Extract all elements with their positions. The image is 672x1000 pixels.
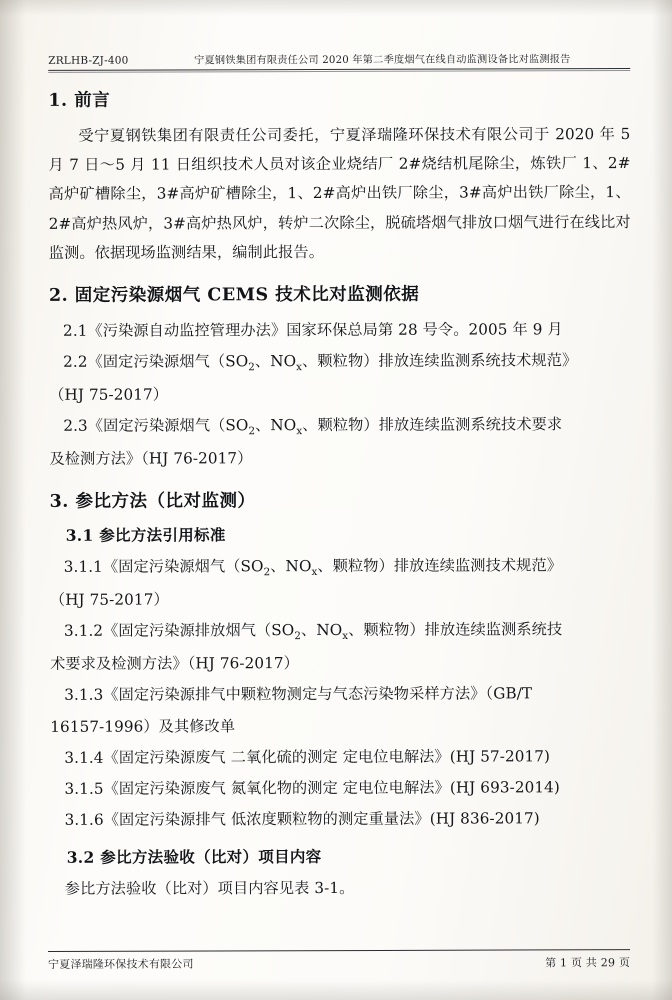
item-3-1-2-continuation: 术要求及检测方法》（HJ 76-2017） [50, 654, 299, 674]
item-2-2-sub-nox: x [296, 361, 303, 374]
scan-edge-shadow-bottom [0, 980, 672, 1000]
running-header [48, 50, 630, 71]
item-2-2-part1: 2.2《固定污染源烟气（SO [63, 352, 249, 371]
item-3-1-1-sub-nox: x [311, 566, 318, 579]
item-2-3-rest: 、颗粒物）排放连续监测系统技术要求 [302, 415, 563, 435]
item-2-3-sub-nox: x [296, 425, 303, 438]
item-2-1: 2.1《污染源自动监控管理办法》国家环保总局第 28 号令。2005 年 9 月 [63, 320, 563, 340]
footer-company: 宁夏泽瑞隆环保技术有限公司 [48, 957, 194, 971]
section-1-heading: 1. 前言 [48, 90, 111, 111]
item-3-1-6: 3.1.6《固定污染源排气 低浓度颗粒物的测定重量法》(HJ 836-2017) [64, 809, 540, 829]
item-3-1-3: 3.1.3《固定污染源排气中颗粒物测定与气态污染物采样方法》（GB/T [64, 684, 533, 705]
item-3-1-1 [64, 551, 632, 584]
section-3-2-paragraph: 参比方法验收（比对）项目内容见表 3-1。 [64, 879, 355, 899]
item-2-2-sub-so2: 2 [248, 361, 255, 374]
item-2-2-continuation: （HJ 75-2017） [49, 385, 169, 404]
item-3-1-2 [64, 615, 632, 648]
item-3-1-2-sub-so2: 2 [294, 630, 302, 643]
section-3-heading: 3. 参比方法（比对监测） [49, 491, 256, 513]
item-3-1-1-part1: 3.1.1《固定污染源烟气（SO [63, 557, 264, 577]
item-3-1-2-part1: 3.1.2《固定污染源排放烟气（SO [63, 621, 295, 641]
item-3-1-1-sub-so2: 2 [263, 566, 271, 579]
section-3-2-heading: 3.2 参比方法验收（比对）项目内容 [66, 847, 322, 868]
item-3-1-1-rest: 、颗粒物）排放连续监测技术规范》 [317, 556, 563, 576]
item-2-3-continuation: 及检测方法》（HJ 76-2017） [49, 449, 253, 468]
item-2-3 [63, 410, 631, 443]
section-2-heading: 2. 固定污染源烟气 CEMS 技术比对监测依据 [48, 284, 420, 306]
item-3-1-2-mid: 、NO [301, 621, 343, 640]
item-3-1-4: 3.1.4《固定污染源废气 二氧化硫的测定 定电位电解法》(HJ 57-2017) [64, 747, 551, 767]
item-2-3-part1: 2.3《固定污染源烟气（SO [63, 416, 249, 436]
item-3-1-1-mid: 、NO [270, 557, 312, 576]
item-2-3-sub-so2: 2 [248, 425, 256, 438]
item-2-2 [63, 346, 631, 379]
item-2-2-rest: 、颗粒物）排放连续监测系统技术规范》 [302, 351, 578, 371]
item-3-1-3-continuation: 16157-1996）及其修改单 [50, 716, 236, 736]
section-3-1-heading: 3.1 参比方法引用标准 [65, 525, 226, 546]
document-code: ZRLHB-ZJ-400 [48, 54, 129, 67]
item-2-2-mid: 、NO [254, 352, 297, 371]
running-footer [48, 949, 630, 972]
item-3-1-2-rest: 、颗粒物）排放连续监测系统技 [348, 620, 563, 640]
document-title: 宁夏钢铁集团有限责任公司 2020 年第二季度烟气在线自动监测设备比对监测报告 [194, 54, 571, 67]
section-1-paragraph: 受宁夏钢铁集团有限责任公司委托，宁夏泽瑞隆环保技术有限公司于 2020 年 5 月 7 日～5 月 11 日组织技术人员对该企业烧结厂 2#烧结机尾除尘，炼铁厂 1、2#高炉矿槽除尘，3#高炉矿槽除尘，1、2#高炉出铁厂除尘，3#高炉出铁厂除尘，1、2#高炉热风炉，3#高炉热风炉，转炉二次除尘，脱硫塔烟气排放口烟气进行在线比对监测。依据现场监测结果，编制此报告。 [48, 125, 631, 262]
item-3-1-2-sub-nox: x [342, 630, 349, 643]
item-3-1-5: 3.1.5《固定污染源废气 氮氧化物的测定 定电位电解法》(HJ 693-2014) [64, 778, 560, 798]
item-3-1-1-continuation: （HJ 75-2017） [49, 590, 169, 610]
footer-page-number: 第 1 页 共 29 页 [545, 956, 631, 970]
item-2-3-mid: 、NO [255, 416, 297, 435]
